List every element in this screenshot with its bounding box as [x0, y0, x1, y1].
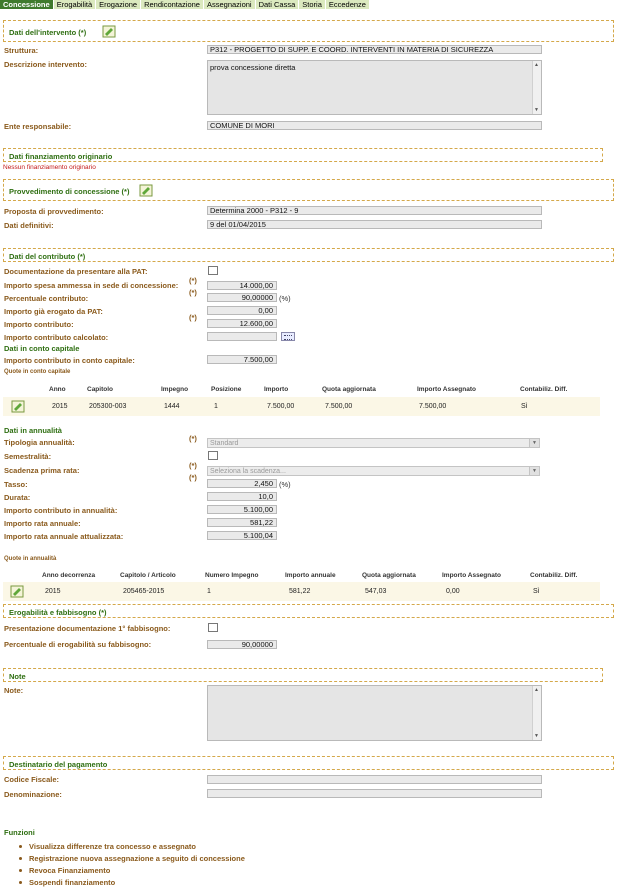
cell-quota: 7.500,00 — [325, 403, 353, 410]
cell-impegno: 1444 — [164, 403, 180, 410]
cell-capitolo: 205300-003 — [89, 403, 127, 410]
proposta-label: Proposta di provvedimento: — [4, 207, 104, 216]
cell-importo-annuale: 581,22 — [289, 588, 311, 595]
cell-assegnato: 7.500,00 — [419, 403, 447, 410]
bullet-icon — [19, 881, 22, 884]
cell-importo: 7.500,00 — [267, 403, 295, 410]
col-importo-assegnato: Importo Assegnato — [417, 386, 476, 393]
required-marker: (*) — [189, 473, 197, 482]
rata-field: 581,22 — [207, 518, 277, 527]
documentazione-checkbox[interactable] — [208, 266, 218, 275]
calcolato-field — [207, 332, 277, 341]
edit-document-icon[interactable] — [11, 400, 25, 413]
col-anno-decorrenza: Anno decorrenza — [42, 572, 96, 579]
cell-contabiliz: Sì — [533, 588, 540, 595]
edit-document-icon[interactable] — [10, 585, 24, 598]
section-finanziamento-title: Dati finanziamento originario — [9, 152, 113, 161]
link-label: Visualizza differenze tra concesso e assegnato — [29, 842, 197, 851]
definitivi-field: 9 del 01/04/2015 — [207, 220, 542, 229]
gia-erogato-field: 0,00 — [207, 306, 277, 315]
percentuale-label: Percentuale contributo: — [4, 294, 89, 303]
funzioni-list — [19, 842, 245, 889]
required-marker: (*) — [189, 461, 197, 470]
durata-field: 10,0 — [207, 492, 277, 501]
conto-capitale-importo-field: 7.500,00 — [207, 355, 277, 364]
link-sospendi-finanziamento[interactable] — [19, 878, 245, 889]
section-provvedimento — [3, 179, 614, 201]
descrizione-value: prova concessione diretta — [210, 63, 296, 72]
chevron-down-icon[interactable]: ▼ — [529, 439, 539, 447]
tab-rendicontazione[interactable]: Rendicontazione — [141, 0, 204, 9]
col-impegno: Impegno — [161, 386, 189, 393]
col-contabiliz-diff: Contabiliz. Diff. — [520, 386, 568, 393]
cell-anno: 2015 — [52, 403, 68, 410]
col-posizione: Posizione — [211, 386, 242, 393]
finanziamento-error: Nessun finanziamento originario — [3, 164, 96, 171]
required-marker: (*) — [189, 313, 197, 322]
required-marker: (*) — [189, 288, 197, 297]
link-registrazione-assegnazione[interactable] — [19, 854, 245, 866]
scadenza-placeholder: Seleziona la scadenza... — [210, 468, 286, 475]
cell-posizione: 1 — [214, 403, 218, 410]
semestralita-label: Semestralità: — [4, 452, 52, 461]
importo-annualita-label: Importo contributo in annualità: — [4, 506, 118, 515]
cell-quota: 547,03 — [365, 588, 387, 595]
quote-conto-capitale-title: Quote in conto capitale — [4, 369, 71, 375]
section-note-title: Note — [9, 672, 26, 681]
presentazione-label: Presentazione documentazione 1° fabbisogno: — [4, 624, 171, 633]
tab-bar — [0, 0, 370, 9]
annualita-title: Dati in annualità — [4, 426, 62, 435]
section-destinatario — [3, 756, 614, 770]
codice-fiscale-label: Codice Fiscale: — [4, 775, 60, 784]
link-label: Registrazione nuova assegnazione a seguito di concessione — [29, 854, 245, 863]
descrizione-scrollbar[interactable] — [532, 61, 541, 114]
conto-capitale-importo-label: Importo contributo in conto capitale: — [4, 356, 135, 365]
tab-concessione[interactable]: Concessione — [0, 0, 54, 9]
proposta-field: Determina 2000 - P312 - 9 — [207, 206, 542, 215]
descrizione-textarea[interactable] — [207, 60, 542, 115]
scadenza-label: Scadenza prima rata: — [4, 466, 80, 475]
calcolato-label: Importo contributo calcolato: — [4, 333, 109, 342]
importo-spesa-label: Importo spesa ammessa in sede di concessione: — [4, 281, 179, 290]
bullet-icon — [19, 869, 22, 872]
tab-eccedenze[interactable]: Eccedenze — [326, 0, 370, 9]
denominazione-field — [207, 789, 542, 798]
ente-label: Ente responsabile: — [4, 122, 72, 131]
cell-contabiliz: Sì — [521, 403, 528, 410]
importo-contributo-field: 12.600,00 — [207, 319, 277, 328]
link-label: Sospendi finanziamento — [29, 878, 116, 887]
denominazione-label: Denominazione: — [4, 790, 62, 799]
section-intervento-title: Dati dell'intervento (*) — [9, 28, 87, 37]
scroll-down-icon[interactable]: ▼ — [534, 107, 539, 113]
tipologia-label: Tipologia annualità: — [4, 438, 75, 447]
note-label: Note: — [4, 686, 24, 695]
section-erogabilita — [3, 604, 614, 618]
edit-document-icon[interactable] — [139, 184, 153, 197]
section-provvedimento-title: Provvedimento di concessione (*) — [9, 187, 130, 196]
scroll-up-icon[interactable]: ▲ — [534, 62, 539, 68]
definitivi-label: Dati definitivi: — [4, 221, 54, 230]
section-note — [3, 668, 603, 682]
struttura-field: P312 - PROGETTO DI SUPP. E COORD. INTERVENTI IN MATERIA DI SICUREZZA — [207, 45, 542, 54]
struttura-label: Struttura: — [4, 46, 39, 55]
percent-unit: (%) — [279, 480, 291, 489]
required-marker: (*) — [189, 276, 197, 285]
tab-dati-cassa[interactable]: Dati Cassa — [256, 0, 300, 9]
tab-erogazione[interactable]: Erogazione — [96, 0, 141, 9]
col-importo-assegnato: Importo Assegnato — [442, 572, 501, 579]
bullet-icon — [19, 845, 22, 848]
section-erogabilita-title: Erogabilità e fabbisogno (*) — [9, 608, 107, 617]
tipologia-select[interactable] — [207, 438, 540, 448]
gia-erogato-label: Importo già erogato da PAT: — [4, 307, 103, 316]
presentazione-checkbox[interactable] — [208, 623, 218, 632]
importo-spesa-field: 14.000,00 — [207, 281, 277, 290]
ente-field: COMUNE DI MORI — [207, 121, 542, 130]
section-contributo-title: Dati del contributo (*) — [9, 252, 86, 261]
table-row — [3, 397, 600, 416]
scroll-down-icon[interactable]: ▼ — [534, 733, 539, 739]
funzioni-title: Funzioni — [4, 828, 35, 837]
col-quota-aggiornata: Quota aggiornata — [362, 572, 416, 579]
descrizione-label: Descrizione intervento: — [4, 60, 87, 69]
col-importo-annuale: Importo annuale — [285, 572, 336, 579]
tasso-label: Tasso: — [4, 480, 28, 489]
section-finanziamento — [3, 148, 603, 162]
col-importo: Importo — [264, 386, 289, 393]
documentazione-label: Documentazione da presentare alla PAT: — [4, 267, 148, 276]
tab-storia[interactable]: Storia — [299, 0, 326, 9]
chevron-down-icon[interactable]: ▼ — [529, 467, 539, 475]
bullet-icon — [19, 857, 22, 860]
rata-label: Importo rata annuale: — [4, 519, 81, 528]
note-textarea[interactable] — [207, 685, 542, 741]
section-contributo — [3, 248, 614, 262]
durata-label: Durata: — [4, 493, 31, 502]
required-marker: (*) — [189, 434, 197, 443]
semestralita-checkbox[interactable] — [208, 451, 218, 460]
note-scrollbar[interactable] — [532, 686, 541, 740]
col-capitolo: Capitolo — [87, 386, 113, 393]
tasso-field: 2,450 — [207, 479, 277, 488]
col-capitolo-articolo: Capitolo / Articolo — [120, 572, 176, 579]
col-quota-aggiornata: Quota aggiornata — [322, 386, 376, 393]
quote-annualita-title: Quote in annualità — [4, 556, 57, 562]
erogabilita-percentuale-field: 90,00000 — [207, 640, 277, 649]
table-row — [3, 582, 600, 601]
conto-capitale-title: Dati in conto capitale — [4, 344, 80, 353]
rata-att-field: 5.100,04 — [207, 531, 277, 540]
rata-att-label: Importo rata annuale attualizzata: — [4, 532, 124, 541]
scadenza-select[interactable] — [207, 466, 540, 476]
cell-capitolo-articolo: 205465-2015 — [123, 588, 165, 595]
scroll-up-icon[interactable]: ▲ — [534, 687, 539, 693]
edit-document-icon[interactable] — [102, 25, 116, 38]
importo-contributo-label: Importo contributo: — [4, 320, 74, 329]
link-label: Revoca Finanziamento — [29, 866, 111, 875]
erogabilita-percentuale-label: Percentuale di erogabilità su fabbisogno: — [4, 640, 152, 649]
section-destinatario-title: Destinatario del pagamento — [9, 760, 108, 769]
tipologia-value: Standard — [210, 440, 239, 447]
link-revoca-finanziamento[interactable] — [19, 866, 245, 878]
codice-fiscale-field — [207, 775, 542, 784]
tab-assegnazioni[interactable]: Assegnazioni — [204, 0, 256, 9]
importo-annualita-field: 5.100,00 — [207, 505, 277, 514]
calculator-icon[interactable] — [281, 332, 295, 341]
section-intervento — [3, 20, 614, 42]
percentuale-field: 90,00000 — [207, 293, 277, 302]
col-anno: Anno — [49, 386, 66, 393]
tab-erogabilita[interactable]: Erogabilità — [54, 0, 96, 9]
col-contabiliz-diff: Contabiliz. Diff. — [530, 572, 578, 579]
col-numero-impegno: Numero Impegno — [205, 572, 259, 579]
link-visualizza-differenze[interactable] — [19, 842, 245, 854]
cell-anno-decorrenza: 2015 — [45, 588, 61, 595]
cell-numero-impegno: 1 — [207, 588, 211, 595]
percent-unit: (%) — [279, 294, 291, 303]
cell-assegnato: 0,00 — [446, 588, 460, 595]
